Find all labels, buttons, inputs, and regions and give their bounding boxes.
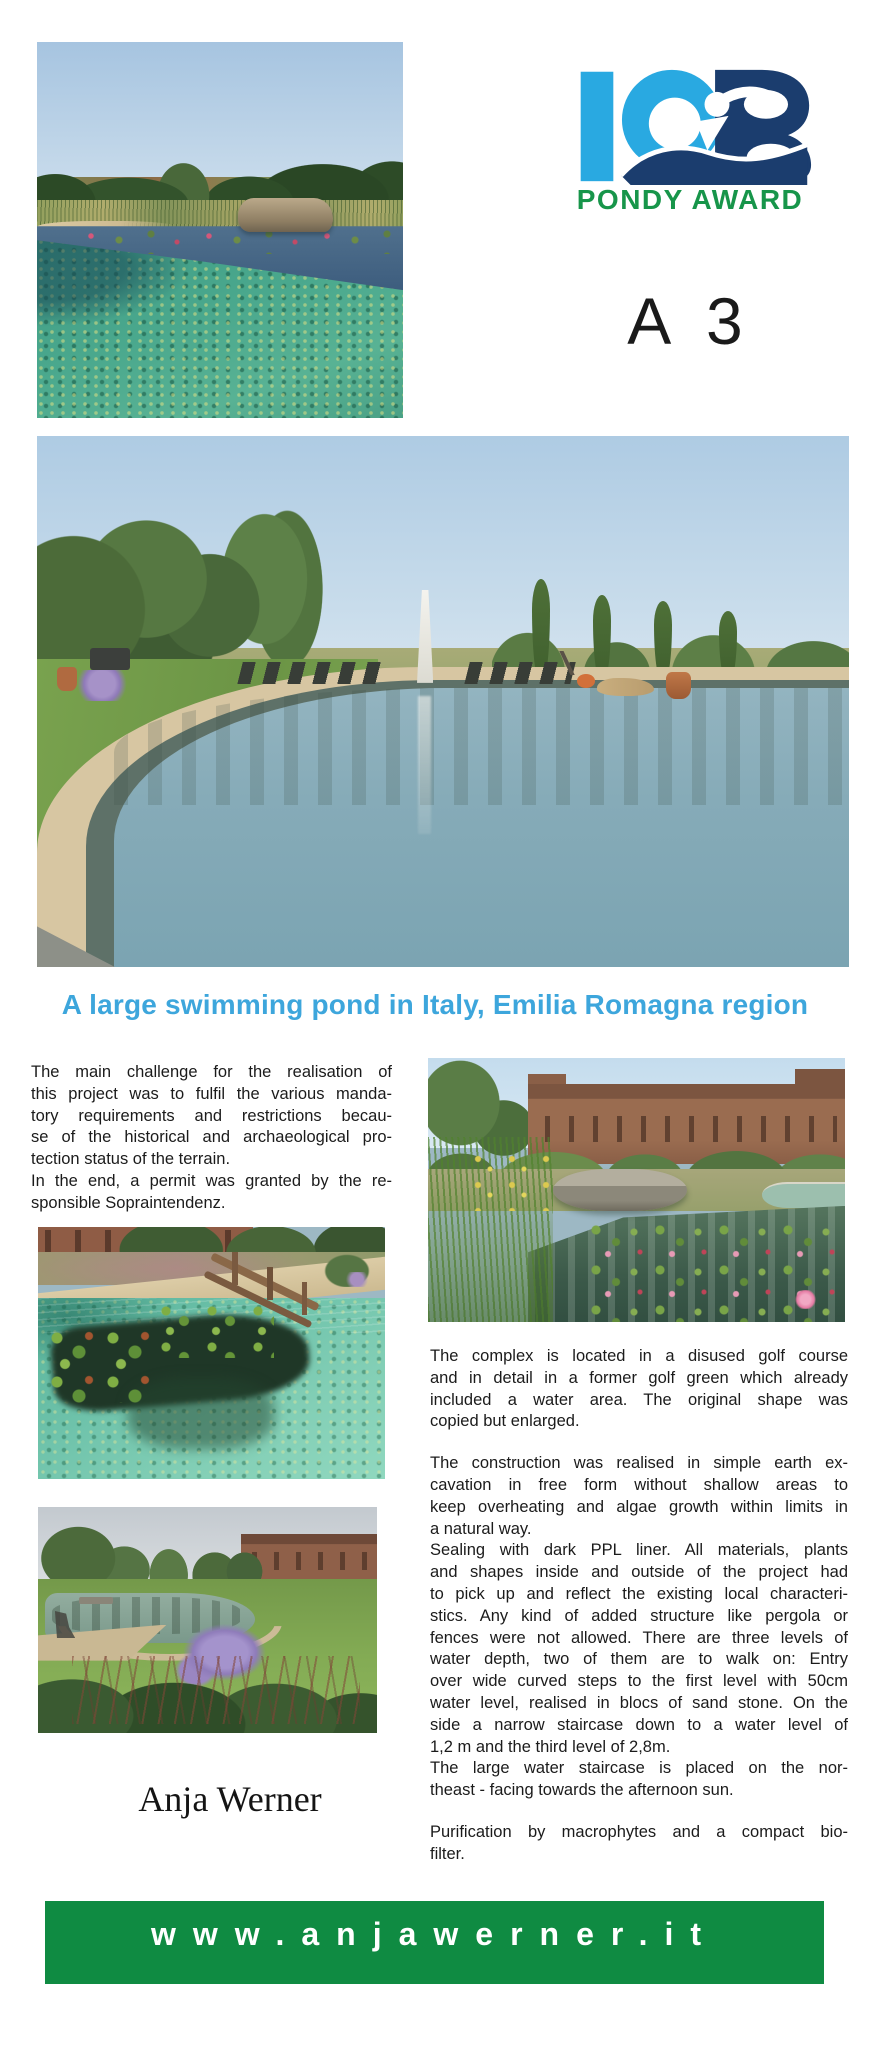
handrail-post — [232, 1252, 238, 1285]
waterlily-cluster — [45, 1328, 163, 1404]
text-line: Purification by macrophytes and a compact bio- — [430, 1822, 848, 1841]
orange-float — [577, 674, 595, 688]
text-line: The complex is located in a disused golf course — [430, 1347, 848, 1365]
photo-main-pond — [37, 436, 849, 967]
text-line: theast - facing towards the afternoon sun. — [430, 1781, 734, 1800]
text-line: The large water staircase is placed on the nor- — [430, 1759, 848, 1778]
plant-stems — [72, 1656, 360, 1724]
text-line: copied but enlarged. — [430, 1412, 580, 1431]
text-line: 1,2 m and the third level of 2,8m. — [430, 1737, 671, 1756]
yellow-flowers — [470, 1153, 553, 1211]
pondy-award-label: PONDY AWARD — [576, 184, 804, 215]
far-pond-arm — [762, 1182, 845, 1208]
iob-logo — [573, 62, 813, 189]
text-line: tory requirements and restrictions becau- — [31, 1106, 392, 1125]
category-code: A 3 — [627, 284, 753, 358]
photo-top-pond — [37, 42, 403, 418]
text-line: The construction was realised in simple earth ex- — [430, 1454, 848, 1473]
waterlily-cluster — [156, 1303, 274, 1358]
terracotta-pot — [666, 672, 690, 699]
waterlily-layer — [81, 228, 403, 254]
text-line: keep overheating and algae growth within limits in — [430, 1497, 848, 1516]
text-line: filter. — [430, 1844, 465, 1863]
text-line: and shapes inside and outside of the project had — [430, 1563, 848, 1582]
small-dock — [79, 1597, 113, 1604]
text-line: The main challenge for the realisation of — [31, 1063, 392, 1081]
text-line: side a narrow staircase down to a water level of — [430, 1715, 848, 1734]
website-banner[interactable] — [45, 1901, 824, 1984]
terracotta-pot — [57, 667, 76, 691]
text-line: tection status of the terrain. — [31, 1150, 231, 1169]
text-line: this project was to fulfil the various manda- — [31, 1084, 392, 1103]
handrail-post — [302, 1282, 308, 1315]
paragraph-gap — [430, 1433, 848, 1453]
stone-well — [553, 1169, 686, 1211]
text-line: water depth, two of them are to walk on: Entry — [430, 1650, 848, 1669]
paragraph-gap — [430, 1802, 848, 1822]
pink-waterlily — [795, 1290, 816, 1308]
purple-bush — [74, 670, 131, 702]
text-line: water level, realised in blocs of sand stone. On the — [430, 1693, 848, 1712]
text-line: sponsible Sopraintendenz. — [31, 1193, 226, 1212]
photo-lawn-pond — [38, 1507, 377, 1733]
text-line: included a water area. The original shape was — [430, 1390, 848, 1409]
sun-loungers — [237, 662, 389, 684]
text-line: Sealing with dark PPL liner. All materials, plants — [430, 1541, 848, 1560]
description-text — [430, 1346, 848, 1866]
purple-flowers — [343, 1272, 371, 1287]
vehicle — [90, 648, 131, 669]
text-line: over wide curved steps to the first level with 50cm — [430, 1672, 848, 1691]
photo-steps-waterlilies — [38, 1227, 385, 1479]
treeline-layer — [37, 159, 403, 204]
text-line: In the end, a permit was granted by the re- — [31, 1171, 392, 1190]
umbrella-reflection — [418, 696, 431, 834]
pool-handrail — [549, 651, 586, 675]
text-line: fences were not allowed. There are three levels of — [430, 1628, 848, 1647]
text-line: stics. Any kind of added structure like pergola or — [430, 1606, 848, 1625]
website-url: www.anjawerner.it — [150, 1916, 718, 1952]
text-line: cavation in free form without shallow areas to — [430, 1475, 848, 1494]
text-line: a natural way. — [430, 1519, 532, 1538]
intro-paragraph — [31, 1062, 392, 1215]
text-line: se of the historical and archaeological pro- — [31, 1128, 392, 1147]
water-reflection-layer — [114, 688, 849, 805]
text-line: and in detail in a former golf green which already — [430, 1368, 848, 1387]
text-line: to pick up and reflect the existing local characteri- — [430, 1584, 848, 1603]
page-title: A large swimming pond in Italy, Emilia Romagna region — [61, 989, 809, 1020]
handrail-post — [267, 1267, 273, 1300]
stone-slab — [238, 198, 333, 232]
photo-castle-pond — [428, 1058, 845, 1322]
author-name: Anja Werner — [138, 1779, 322, 1819]
